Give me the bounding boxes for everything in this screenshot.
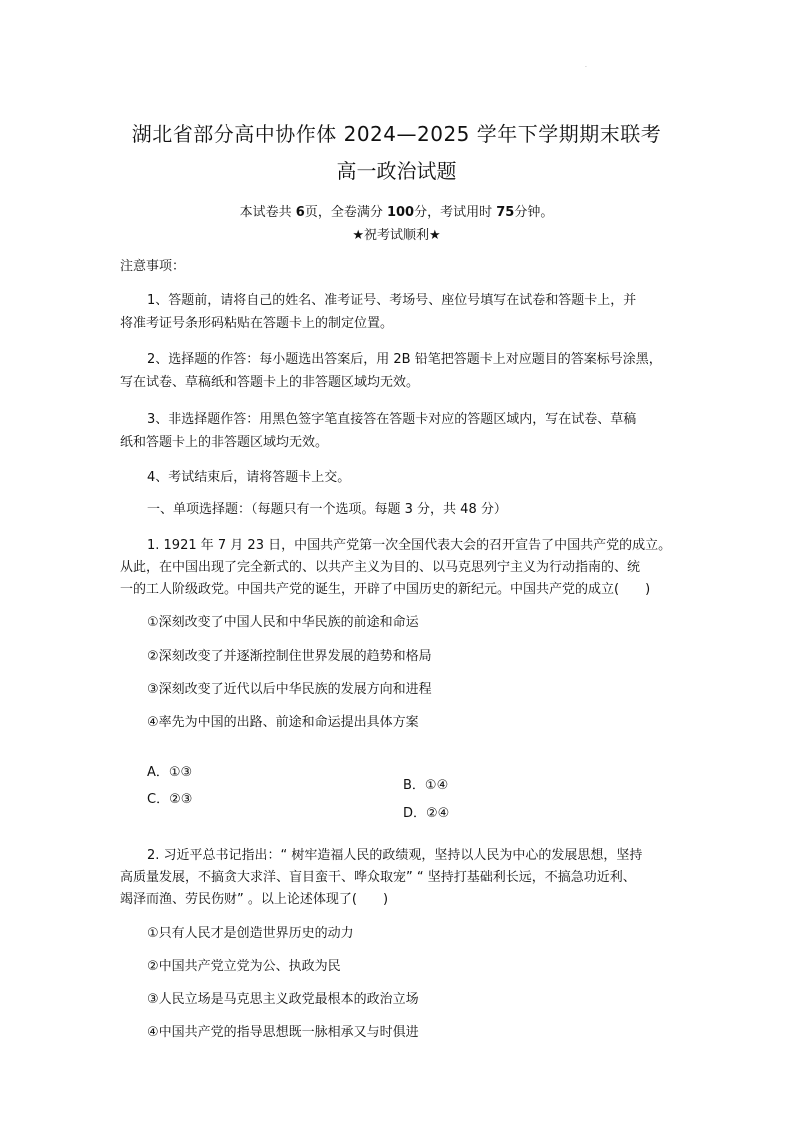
question-1-statement-3: ③深刻改变了近代以后中华民族的发展方向和进程 xyxy=(147,682,432,697)
notice-item-4: 4、考试结束后，请将答题卡上交。 xyxy=(147,470,351,485)
exam-subtitle: 高一政治试题 xyxy=(336,159,457,183)
exam-duration: 75 xyxy=(496,205,515,220)
scan-dot: · xyxy=(585,64,587,71)
question-1-stem-cont: 一的工人阶级政党。中国共产党的诞生，开辟了中国历史的新纪元。中国共产党的成立( ) xyxy=(120,582,651,597)
question-2-statement-2: ②中国共产党立党为公、执政为民 xyxy=(147,959,341,974)
notice-item-3-cont: 纸和答题卡上的非答题区域均无效。 xyxy=(120,435,329,450)
question-2-statement-3: ③人民立场是马克思主义政党最根本的政治立场 xyxy=(147,992,419,1007)
page-count: 6 xyxy=(295,205,305,220)
question-2-stem: 2. 习近平总书记指出：“ 树牢造福人民的政绩观，坚持以人民为中心的发展思想，坚持 xyxy=(147,848,643,863)
question-1-statement-1: ①深刻改变了中国人民和中华民族的前途和命运 xyxy=(147,615,419,630)
question-1-statement-4: ④率先为中国的出路、前途和命运提出具体方案 xyxy=(147,715,419,730)
question-2-stem-cont: 竭泽而渔、劳民伤财” 。以上论述体现了( ) xyxy=(120,892,389,907)
notice-item-2-cont: 写在试卷、草稿纸和答题卡上的非答题区域均无效。 xyxy=(120,375,420,390)
question-1-statement-2: ②深刻改变了并逐渐控制住世界发展的趋势和格局 xyxy=(147,649,432,664)
section-heading: 一、单项选择题：（每题只有一个选项。每题 3 分，共 48 分） xyxy=(147,502,507,517)
notice-heading: 注意事项： xyxy=(120,259,186,274)
good-luck-line: ★祝考试顺利★ xyxy=(352,228,441,243)
notice-item-1: 1、答题前，请将自己的姓名、准考证号、考场号、座位号填写在试卷和答题卡上，并 xyxy=(147,293,637,308)
question-2-statement-1: ①只有人民才是创造世界历史的动力 xyxy=(147,926,354,941)
total-score: 100 xyxy=(386,205,415,220)
exam-title: 湖北省部分高中协作体 2024—2025 学年下学期期末联考 xyxy=(131,122,662,146)
question-1-choice-a: A．①③ xyxy=(147,765,193,780)
question-1-stem-cont: 从此，在中国出现了完全新式的、以共产主义为目的、以马克思列宁主义为行动指南的、统 xyxy=(120,560,641,575)
question-1-choice-c: C．②③ xyxy=(147,792,193,807)
notice-item-3: 3、非选择题作答：用黑色签字笔直接答在答题卡对应的答题区域内，写在试卷、草稿 xyxy=(147,412,637,427)
question-1-choice-d: D．②④ xyxy=(403,806,450,821)
question-2-stem-cont: 高质量发展，不搞贪大求洋、盲目蛮干、哗众取宠” “ 坚持打基础利长远，不搞急功近利、 xyxy=(120,870,636,885)
notice-item-2: 2、选择题的作答：每小题选出答案后，用 2B 铅笔把答题卡上对应题目的答案标号涂黑， xyxy=(147,352,662,367)
exam-meta: 本试卷共 6页，全卷满分 100分，考试用时 75分钟。 xyxy=(239,205,554,220)
question-1-choice-b: B．①④ xyxy=(403,778,449,793)
question-1-stem: 1. 1921 年 7 月 23 日，中国共产党第一次全国代表大会的召开宣告了中国共产党的成立。 xyxy=(147,538,672,553)
question-2-statement-4: ④中国共产党的指导思想既一脉相承又与时俱进 xyxy=(147,1025,419,1040)
notice-item-1-cont: 将准考证号条形码粘贴在答题卡上的制定位置。 xyxy=(120,316,394,331)
